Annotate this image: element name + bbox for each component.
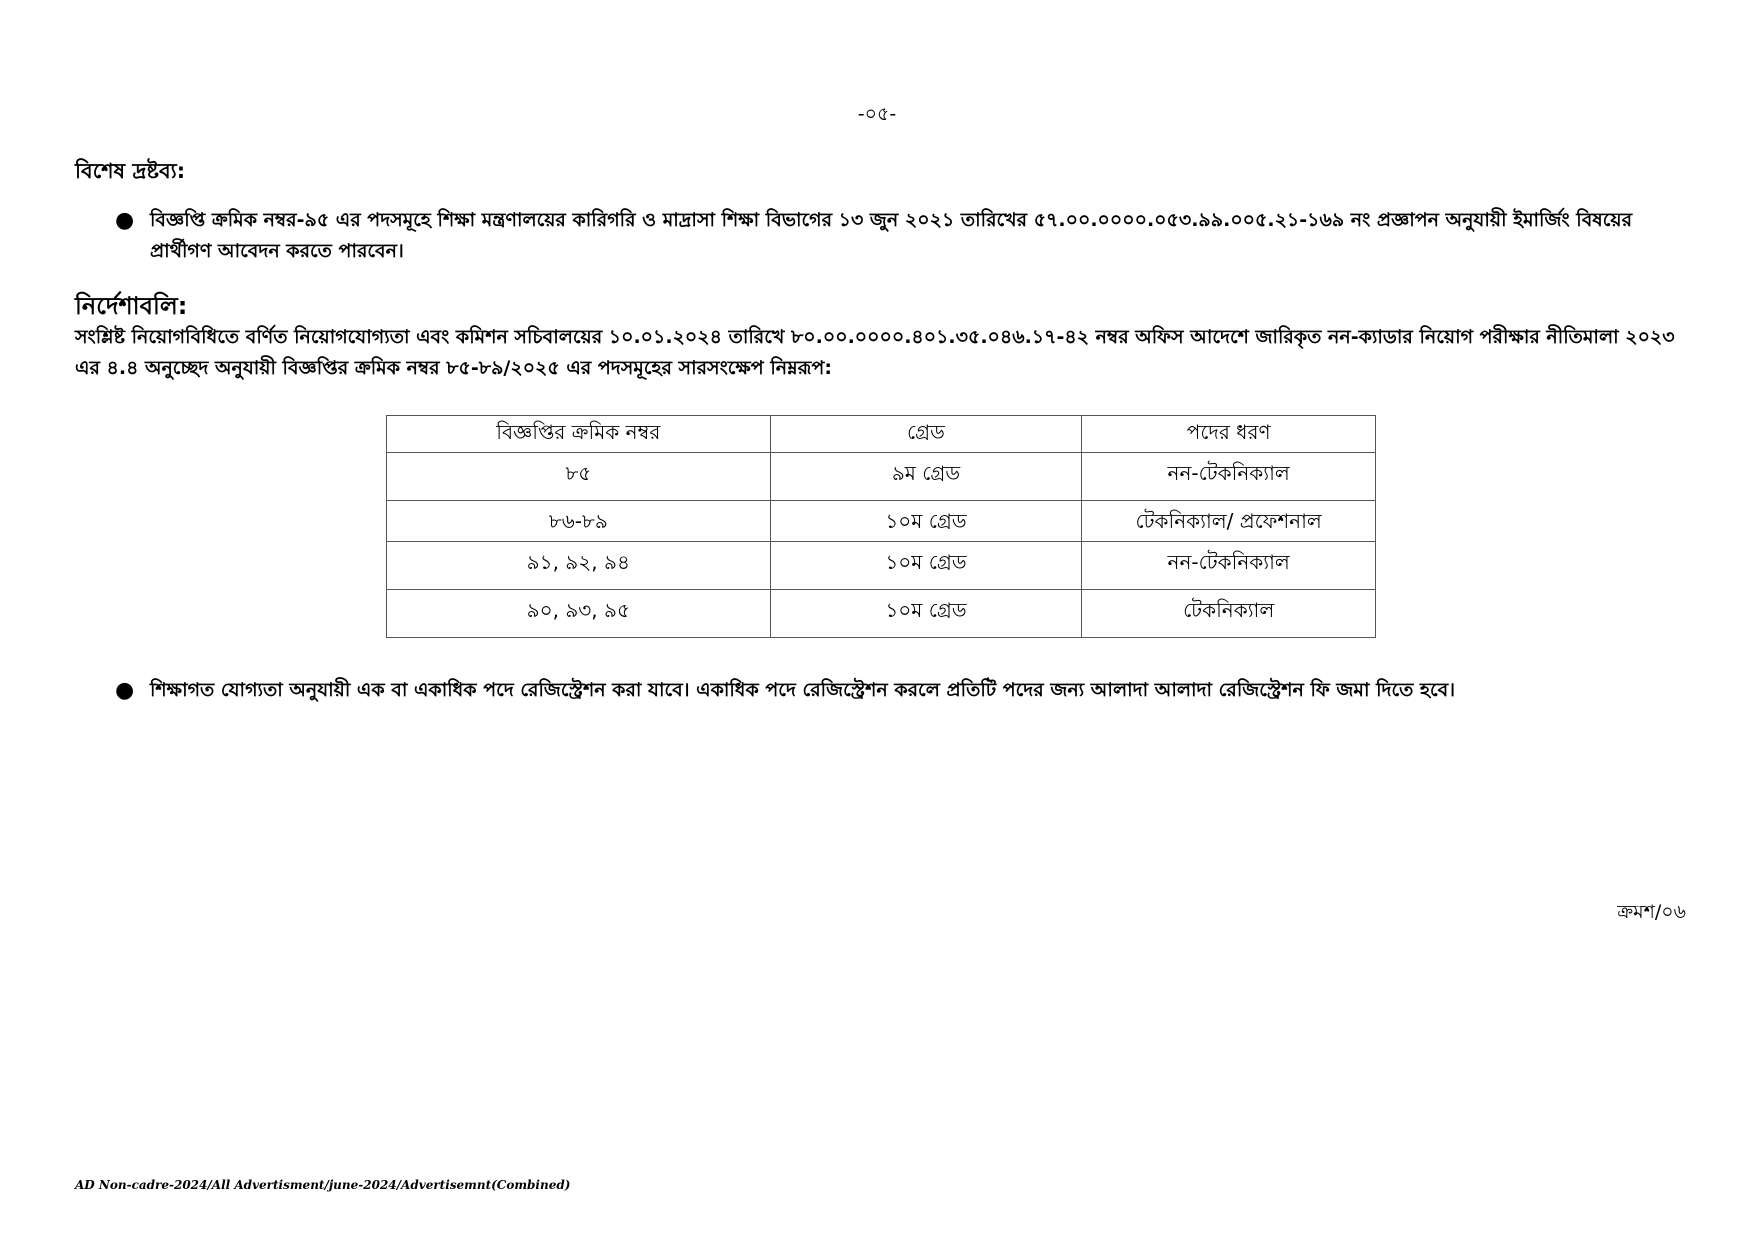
instructions-paragraph: সংশ্লিষ্ট নিয়োগবিধিতে বর্ণিত নিয়োগযোগ্যতা এবং কমিশন সচিবালয়ের ১০.০১.২০২৪ তারিখে ৮০.০০.০০০০.৪০১.৩৫.০৪৬.১৭-৪২ নম্বর অফিস আদেশে জারিকৃত নন-ক্যাডার নিয়োগ পরীক্ষার নীতিমালা ২০২৩ এর ৪.৪ অনুচ্ছেদ অনুযায়ী বিজ্ঞপ্তির ক্রমিক নম্বর ৮৫-৮৯/২০২৫ এর পদসমূহের সারসংক্ষেপ নিম্নরূপ: — [75, 326, 1675, 379]
header-serial-number: বিজ্ঞপ্তির ক্রমিক নম্বর — [387, 416, 771, 453]
bullet-icon: ● — [115, 208, 135, 233]
cell-post-type: নন-টেকনিক্যাল — [1082, 453, 1376, 501]
footer-reference: AD Non-cadre-2024/All Advertisment/june-2024/Advertisemnt(Combined) — [75, 1178, 571, 1192]
table-row — [387, 453, 1376, 501]
summary-table — [386, 415, 1376, 638]
cell-serial-number: ৯১, ৯২, ৯৪ — [387, 542, 771, 590]
cell-grade: ৯ম গ্রেড — [770, 453, 1082, 501]
header-post-type: পদের ধরণ — [1082, 416, 1376, 453]
cell-serial-number: ৯০, ৯৩, ৯৫ — [387, 590, 771, 638]
special-note-heading: বিশেষ দ্রষ্টব্য: — [75, 159, 186, 183]
registration-note-text: শিক্ষাগত যোগ্যতা অনুযায়ী এক বা একাধিক পদে রেজিস্ট্রেশন করা যাবে। একাধিক পদে রেজিস্ট্রেশন করলে প্রতিটি পদের জন্য আলাদা আলাদা রেজিস্ট্রেশন ফি জমা দিতে হবে। — [150, 679, 1456, 701]
special-note-text: বিজ্ঞপ্তি ক্রমিক নম্বর-৯৫ এর পদসমূহে শিক্ষা মন্ত্রণালয়ের কারিগরি ও মাদ্রাসা শিক্ষা বিভাগের ১৩ জুন ২০২১ তারিখের ৫৭.০০.০০০০.০৫৩.৯৯.০০৫.২১-১৬৯ নং প্রজ্ঞাপন অনুযায়ী ইমার্জিং বিষয়ের প্রার্থীগণ আবেদন করতে পারবেন। — [150, 209, 1633, 262]
continued-marker: ক্রমশ/০৬ — [1617, 901, 1686, 923]
table-row — [387, 590, 1376, 638]
bullet-icon: ● — [115, 678, 135, 703]
header-grade: গ্রেড — [770, 416, 1082, 453]
cell-post-type: টেকনিক্যাল/ প্রফেশনাল — [1082, 501, 1376, 542]
list-item — [75, 675, 1690, 707]
table-row — [387, 542, 1376, 590]
list-item — [75, 205, 1690, 267]
instructions-heading: নির্দেশাবলি: — [75, 292, 188, 320]
cell-grade: ১০ম গ্রেড — [770, 590, 1082, 638]
registration-note-list — [75, 675, 1690, 707]
table-header-row — [387, 416, 1376, 453]
page-number: -০৫- — [857, 103, 897, 125]
cell-serial-number: ৮৫ — [387, 453, 771, 501]
cell-serial-number: ৮৬-৮৯ — [387, 501, 771, 542]
special-note-list — [75, 205, 1690, 267]
cell-post-type: টেকনিক্যাল — [1082, 590, 1376, 638]
cell-post-type: নন-টেকনিক্যাল — [1082, 542, 1376, 590]
cell-grade: ১০ম গ্রেড — [770, 542, 1082, 590]
cell-grade: ১০ম গ্রেড — [770, 501, 1082, 542]
table-row — [387, 501, 1376, 542]
